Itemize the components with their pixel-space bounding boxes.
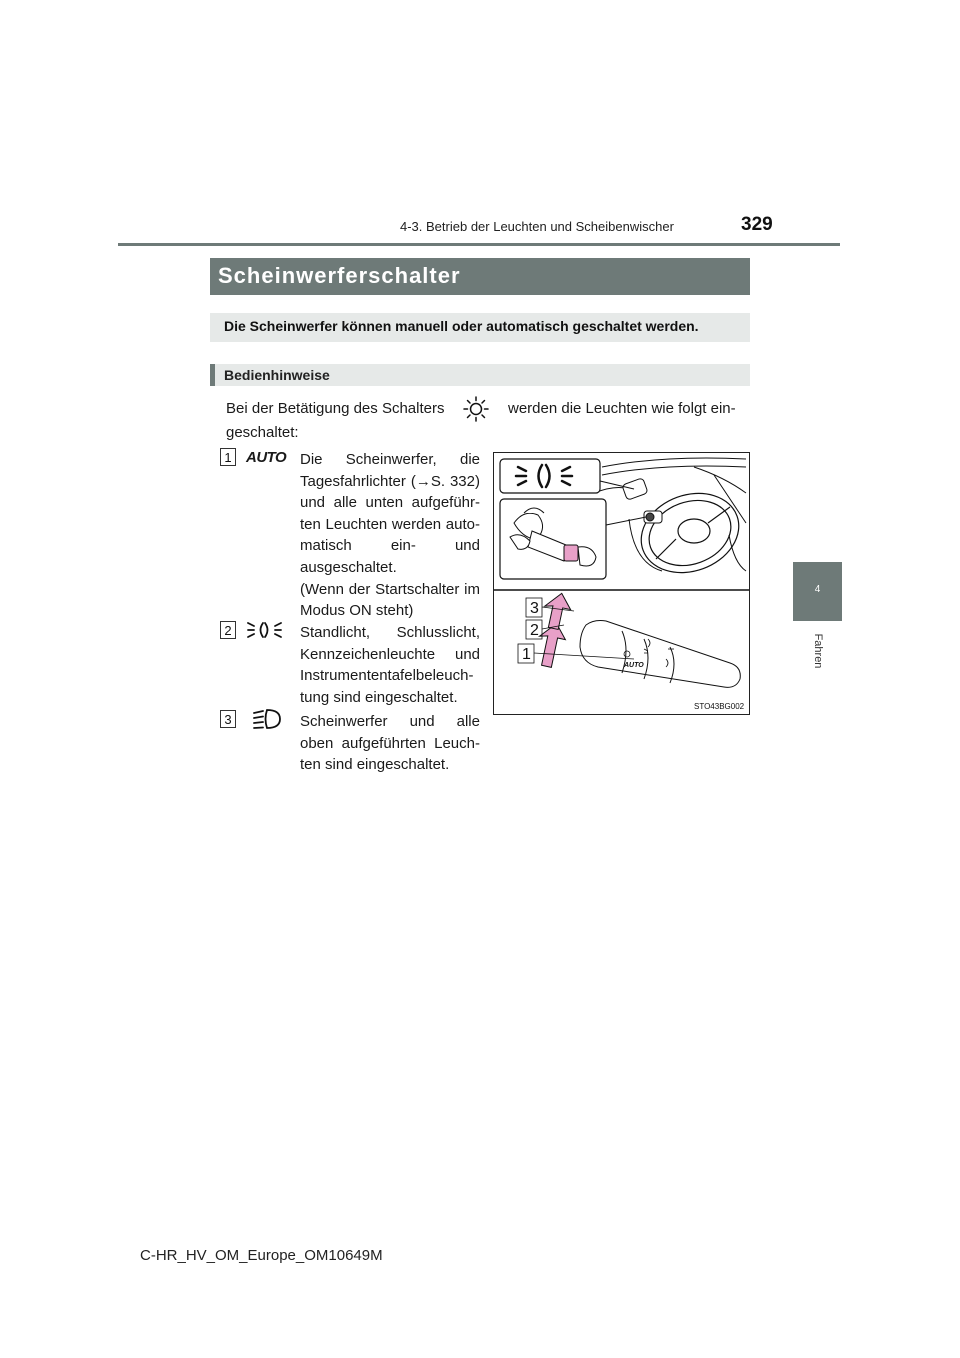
chapter-tab	[793, 562, 842, 621]
body-text-c: geschaltet:	[226, 424, 299, 441]
page-title-bar	[210, 258, 750, 295]
svg-text:1: 1	[224, 450, 232, 465]
parking-light-icon	[247, 619, 283, 641]
auto-icon: AUTO	[246, 449, 287, 466]
page-number: 329	[741, 214, 773, 235]
svg-text:AUTO: AUTO	[624, 662, 644, 669]
body-text-a: Bei der Betätigung des Schalters	[226, 400, 445, 417]
item-description-3: Scheinwerfer und alle oben aufgeführten Leuch- ten sind eingeschaltet.	[300, 713, 480, 774]
item-description-1: Die Scheinwerfer, die Tagesfahrlichter (→S. 332) und alle unten aufgeführ- ten Leuchten werden auto- matisch ein- und ausgeschaltet. (Wenn der Startschalter im Modus ON steht)	[300, 451, 480, 620]
intro-box	[210, 313, 750, 342]
headlight-switch-illustration	[493, 452, 750, 715]
subheading-marker	[210, 364, 215, 386]
header-divider	[118, 243, 840, 246]
chapter-label: Fahren	[812, 633, 824, 669]
subheading-bar	[210, 364, 750, 386]
svg-text:3: 3	[530, 600, 539, 617]
svg-text:1: 1	[522, 646, 531, 663]
item-description-2: Standlicht, Schlusslicht, Kennzeichenleuchte und Instrumententafelbeleuch- tung sind eingeschaltet.	[300, 624, 480, 706]
item-number-2	[220, 621, 236, 639]
body-text-b: werden die Leuchten wie folgt ein-	[508, 400, 736, 417]
svg-text:3: 3	[224, 712, 232, 727]
illustration-drawing	[494, 453, 749, 714]
svg-text:2: 2	[224, 623, 232, 638]
svg-text:STO43BG002: STO43BG002	[694, 702, 745, 711]
item-number-1	[220, 448, 236, 466]
svg-text:2: 2	[530, 622, 539, 639]
intro-text: Die Scheinwerfer können manuell oder automatisch geschaltet werden.	[224, 318, 699, 334]
light-switch-icon	[462, 395, 490, 423]
section-title: 4-3. Betrieb der Leuchten und Scheibenwischer	[400, 219, 674, 234]
item-number-3	[220, 710, 236, 728]
document-code: C-HR_HV_OM_Europe_OM10649M	[140, 1247, 383, 1264]
page-title: Scheinwerferschalter	[218, 263, 461, 288]
headlight-icon	[252, 707, 282, 731]
subheading: Bedienhinweise	[224, 367, 330, 383]
chapter-number: 4	[814, 584, 821, 595]
